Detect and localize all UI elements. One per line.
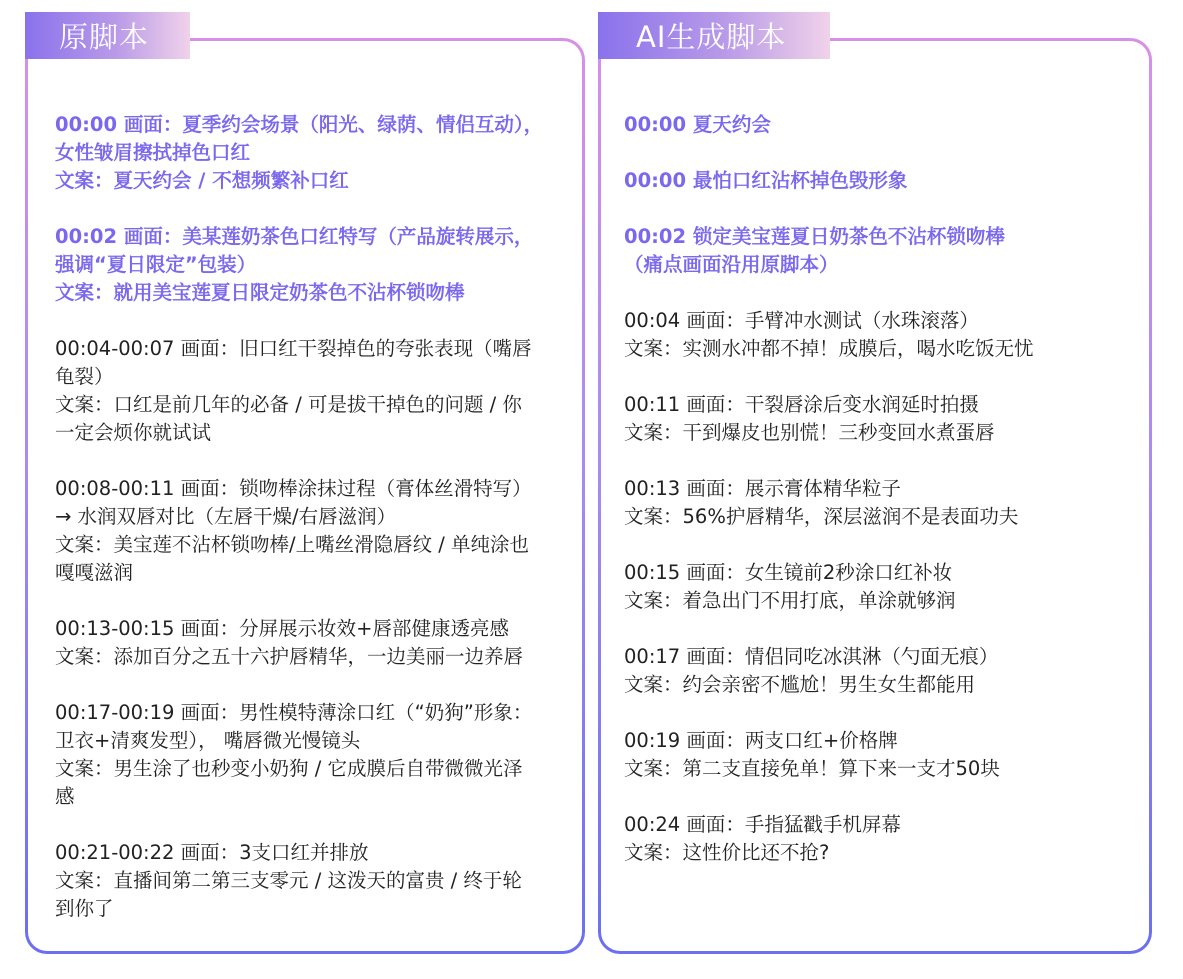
script-line: 文案：这性价比还不抢? (624, 841, 830, 864)
ai-script-entry (624, 111, 1139, 139)
script-line: 感 (55, 785, 75, 808)
script-line: 00:15 画面：女生镜前2秒涂口红补妆 (624, 561, 953, 584)
ai-script-title: AI生成脚本 (636, 20, 787, 54)
script-line: 文案：实测水冲都不掉！成膜后，喝水吃饭无忧 (624, 337, 1034, 360)
script-line: 文案：约会亲密不尴尬！男生女生都能用 (624, 673, 976, 696)
script-line: 到你了 (55, 897, 114, 920)
ai-script-entry (624, 391, 1139, 447)
script-line: 00:00 最怕口红沾杯掉色毁形象 (624, 169, 908, 192)
script-line: 嘎嘎滋润 (55, 561, 134, 584)
script-line: 00:11 画面：干裂唇涂后变水润延时拍摄 (624, 393, 979, 416)
script-line: 00:04-00:07 画面：旧口红干裂掉色的夸张表现（嘴唇 (55, 337, 532, 360)
ai-script-content (624, 111, 1139, 895)
ai-script-entry (624, 475, 1139, 531)
original-script-title: 原脚本 (59, 20, 150, 54)
script-line: 文案：美宝莲不沾杯锁吻棒/上嘴丝滑隐唇纹 / 单纯涂也 (55, 533, 530, 556)
script-line: 00:04 画面：手臂冲水测试（水珠滚落） (624, 309, 979, 332)
original-script-entry (55, 475, 580, 587)
script-line: 文案：56%护唇精华，深层滋润不是表面功夫 (624, 505, 1019, 528)
script-line: 女性皱眉擦拭掉色口红 (55, 141, 251, 164)
script-line: 文案：口红是前几年的必备 / 可是拔干掉色的问题 / 你 (55, 393, 522, 416)
script-line: 文案：着急出门不用打底，单涂就够润 (624, 589, 956, 612)
ai-script-entry (624, 643, 1139, 699)
script-line: 00:08-00:11 画面：锁吻棒涂抹过程（膏体丝滑特写） (55, 477, 532, 500)
original-script-entry (55, 335, 580, 447)
script-line: 龟裂） (55, 365, 114, 388)
script-line: 文案：就用美宝莲夏日限定奶茶色不沾杯锁吻棒 (55, 281, 465, 304)
ai-script-entry (624, 167, 1139, 195)
script-line: 00:00 画面：夏季约会场景（阳光、绿荫、情侣互动）， (55, 113, 544, 136)
script-line: 一定会烦你就试试 (55, 421, 212, 444)
script-line: （痛点画面沿用原脚本） (624, 253, 839, 276)
script-line: 00:24 画面：手指猛戳手机屏幕 (624, 813, 901, 836)
script-line: 文案：第二支直接免单！算下来一支才50块 (624, 757, 1000, 780)
ai-script-tab (598, 12, 830, 59)
ai-script-entry (624, 223, 1139, 279)
script-line: 文案：干到爆皮也别慌！三秒变回水煮蛋唇 (624, 421, 995, 444)
ai-script-entry (624, 307, 1139, 363)
script-line: 00:19 画面：两支口红+价格牌 (624, 729, 898, 752)
script-line: 文案：夏天约会 / 不想频繁补口红 (55, 169, 349, 192)
original-script-content (55, 111, 580, 951)
original-script-entry (55, 111, 580, 195)
original-script-entry (55, 839, 580, 923)
ai-script-entry (624, 727, 1139, 783)
script-line: 00:13-00:15 画面：分屏展示妆效+唇部健康透亮感 (55, 617, 509, 640)
script-line: 文案：添加百分之五十六护唇精华，一边美丽一边养唇 (55, 645, 524, 668)
script-line: 文案：男生涂了也秒变小奶狗 / 它成膜后自带微微光泽 (55, 757, 523, 780)
script-line: 00:02 锁定美宝莲夏日奶茶色不沾杯锁吻棒 (624, 225, 1005, 248)
script-line: 00:17-00:19 画面：男性模特薄涂口红（“奶狗”形象： (55, 701, 533, 724)
script-line: 00:17 画面：情侣同吃冰淇淋（勺面无痕） (624, 645, 999, 668)
script-line: 卫衣+清爽发型）， 嘴唇微光慢镜头 (55, 729, 361, 752)
original-script-entry (55, 699, 580, 811)
script-line: 文案：直播间第二第三支零元 / 这泼天的富贵 / 终于轮 (55, 869, 522, 892)
script-line: 00:00 夏天约会 (624, 113, 771, 136)
script-line: 00:13 画面：展示膏体精华粒子 (624, 477, 901, 500)
script-line: 00:02 画面：美某莲奶茶色口红特写（产品旋转展示， (55, 225, 534, 248)
ai-script-entry (624, 559, 1139, 615)
original-script-entry (55, 615, 580, 671)
ai-script-entry (624, 811, 1139, 867)
script-line: 强调“夏日限定”包装） (55, 253, 257, 276)
script-line: → 水润双唇对比（左唇干燥/右唇滋润） (55, 505, 397, 528)
script-line: 00:21-00:22 画面：3支口红并排放 (55, 841, 369, 864)
original-script-entry (55, 223, 580, 307)
original-script-tab (25, 12, 190, 59)
